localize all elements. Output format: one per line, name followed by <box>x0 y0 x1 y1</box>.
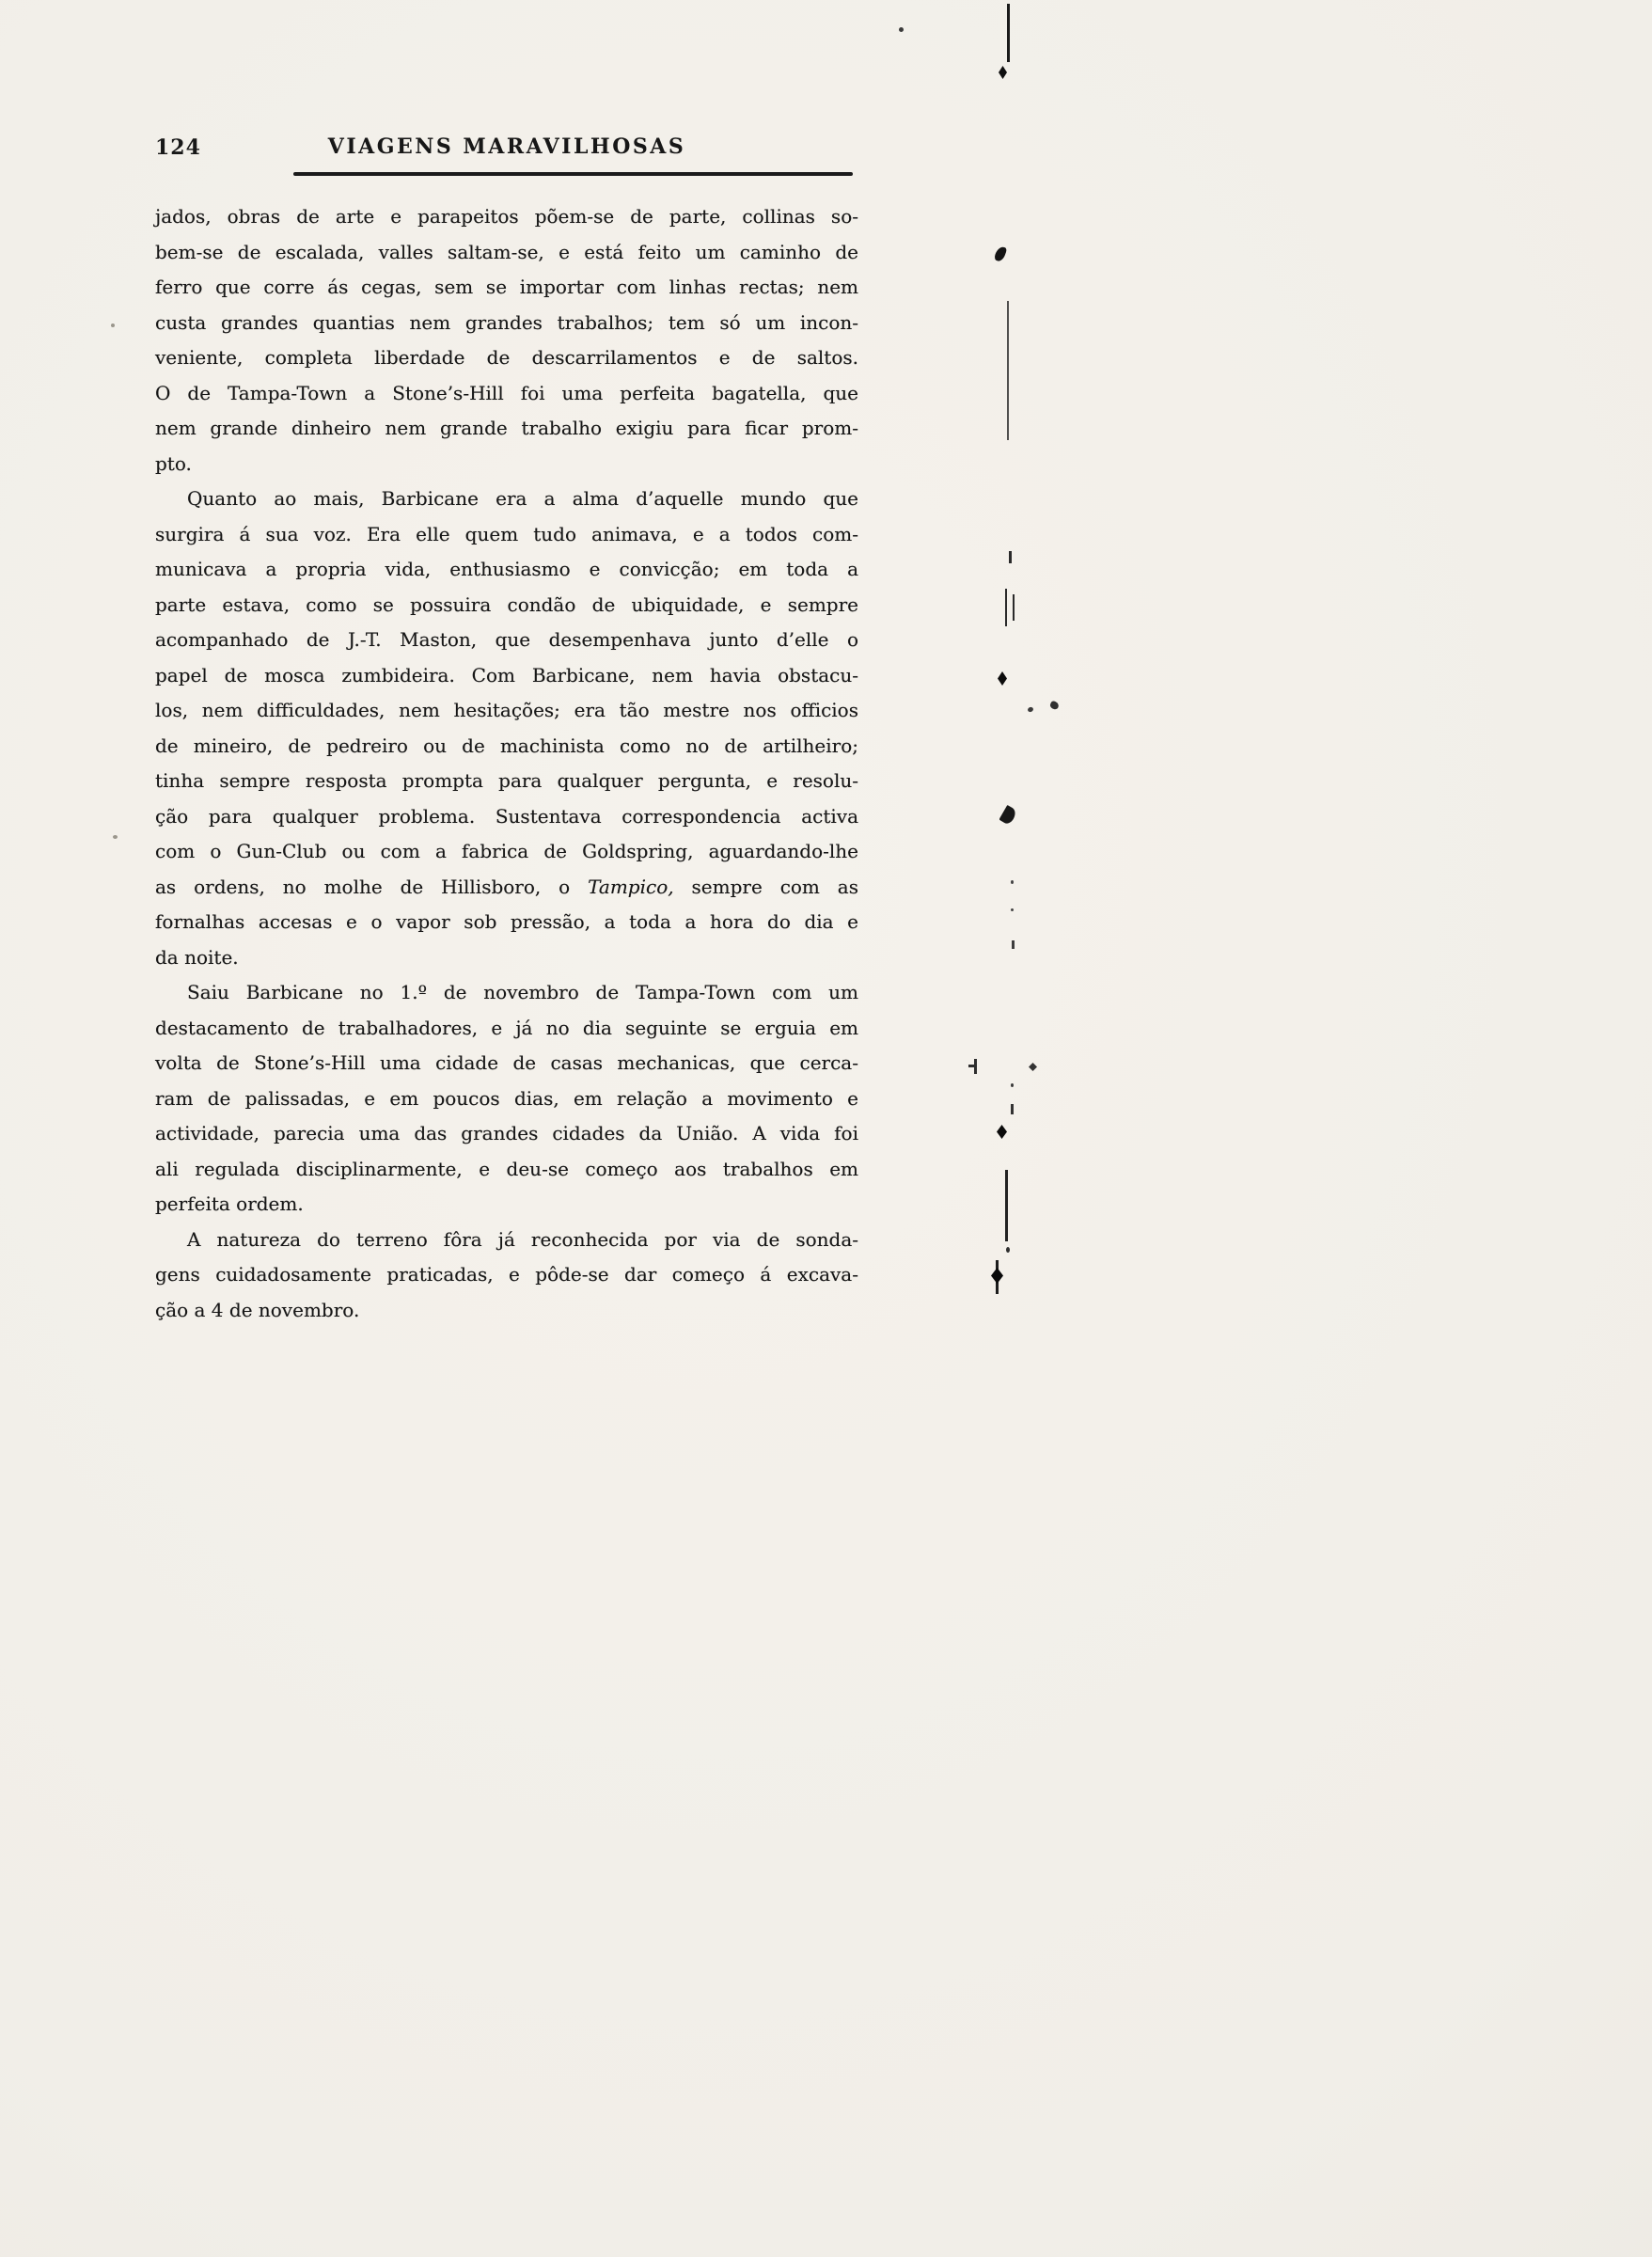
scan-ink-mark <box>1007 301 1009 440</box>
scan-ink-mark <box>1049 700 1061 710</box>
text-segment: perfeita ordem. <box>155 1192 304 1215</box>
text-segment: ali regulada disciplinarmente, e deu-se começo aos trabalhos em <box>155 1157 858 1180</box>
paragraph <box>155 481 858 975</box>
scan-ink-mark <box>999 66 1007 79</box>
text-line <box>155 199 858 235</box>
scan-ink-mark <box>1005 1170 1008 1241</box>
text-segment: Quanto ao mais, Barbicane era a alma d’aquelle mundo que <box>187 487 858 510</box>
text-segment: papel de mosca zumbideira. Com Barbicane, nem havia obstacu- <box>155 663 858 687</box>
scan-ink-mark <box>1009 551 1012 563</box>
scan-ink-mark <box>113 835 118 839</box>
text-line <box>155 834 858 870</box>
text-block <box>155 199 858 1328</box>
text-line <box>155 340 858 376</box>
scan-ink-mark <box>111 324 115 327</box>
text-line <box>155 306 858 341</box>
scan-ink-mark <box>974 1059 977 1074</box>
text-segment: de mineiro, de pedreiro ou de machinista como no de artilheiro; <box>155 734 858 757</box>
text-segment: bem-se de escalada, valles saltam-se, e está feito um caminho de <box>155 240 858 263</box>
scan-ink-mark <box>994 245 1008 262</box>
text-segment: actividade, parecia uma das grandes cidades da União. A vida foi <box>155 1122 858 1144</box>
text-segment: custa grandes quantias nem grandes trabalhos; tem só um incon- <box>155 310 858 334</box>
text-segment: municava a propria vida, enthusiasmo e convicção; em toda a <box>155 558 858 580</box>
text-line <box>155 1223 858 1258</box>
text-segment: ção a 4 de novembro. <box>155 1298 360 1321</box>
italic-text: Tampico, <box>588 875 674 898</box>
page-number: 124 <box>155 135 201 160</box>
text-line <box>155 799 858 835</box>
text-line <box>155 447 858 482</box>
text-line <box>155 623 858 658</box>
text-segment: ram de palissadas, e em poucos dias, em relação a movimento e <box>155 1086 858 1110</box>
text-segment: da noite. <box>155 945 239 969</box>
text-segment: acompanhado de J.-T. Maston, que desempenhava junto d’elle o <box>155 628 858 651</box>
text-segment: jados, obras de arte e parapeitos põem-se de parte, collinas so- <box>155 205 858 228</box>
text-segment: com o Gun-Club ou com a fabrica de Goldspring, aguardando-lhe <box>155 840 858 862</box>
text-segment: tinha sempre resposta prompta para qualquer pergunta, e resolu- <box>155 769 858 792</box>
text-segment: ção para qualquer problema. Sustentava correspondencia activa <box>155 804 858 828</box>
scan-ink-mark <box>1011 880 1014 884</box>
scan-ink-mark <box>1011 1083 1014 1087</box>
text-segment: destacamento de trabalhadores, e já no dia seguinte se erguia em <box>155 1016 858 1039</box>
text-segment: as ordens, no molhe de Hillisboro, o <box>155 875 589 898</box>
scan-ink-mark <box>1012 940 1015 949</box>
text-segment: sempre com as <box>673 875 858 898</box>
paragraph <box>155 199 858 481</box>
paragraph <box>155 1223 858 1329</box>
text-line <box>155 552 858 588</box>
scan-ink-mark <box>1011 908 1014 911</box>
text-line <box>155 975 858 1011</box>
text-segment: O de Tampa-Town a Stone’s-Hill foi uma perfeita bagatella, que <box>155 381 858 404</box>
text-segment: A natureza do terreno fôra já reconhecida por via de sonda- <box>187 1227 858 1251</box>
text-segment: ferro que corre ás cegas, sem se importar com linhas rectas; nem <box>155 276 858 298</box>
scan-ink-mark <box>996 1260 999 1294</box>
text-line <box>155 235 858 271</box>
text-line <box>155 1257 858 1293</box>
text-line <box>155 940 858 976</box>
scan-ink-mark <box>1011 1104 1014 1114</box>
paragraph <box>155 975 858 1223</box>
scan-ink-mark <box>1013 594 1015 621</box>
running-header: VIAGENS MARAVILHOSAS <box>327 134 686 159</box>
text-line <box>155 1011 858 1047</box>
text-line <box>155 658 858 694</box>
scan-ink-mark <box>899 27 904 32</box>
scan-ink-mark <box>1007 4 1010 62</box>
scan-ink-mark <box>968 1065 977 1067</box>
text-segment: los, nem difficuldades, nem hesitações; era tão mestre nos officios <box>155 699 858 721</box>
text-segment: gens cuidadosamente praticadas, e pôde-se dar começo á excava- <box>155 1263 858 1286</box>
text-line <box>155 693 858 729</box>
text-line <box>155 481 858 517</box>
scan-ink-mark <box>991 1268 1003 1284</box>
text-line <box>155 376 858 412</box>
header-rule <box>293 172 853 176</box>
text-line <box>155 411 858 447</box>
text-segment: fornalhas accesas e o vapor sob pressão, a toda a hora do dia e <box>155 910 858 933</box>
text-line <box>155 517 858 553</box>
text-line <box>155 764 858 799</box>
text-line <box>155 1046 858 1081</box>
text-segment: veniente, completa liberdade de descarrilamentos e de saltos. <box>155 346 858 369</box>
text-line <box>155 1187 858 1223</box>
text-segment: nem grande dinheiro nem grande trabalho exigiu para ficar prom- <box>155 417 858 439</box>
scan-ink-mark <box>998 671 1007 686</box>
text-line <box>155 270 858 306</box>
text-line <box>155 588 858 623</box>
text-line <box>155 729 858 765</box>
text-line <box>155 870 858 906</box>
scan-ink-mark <box>997 1125 1007 1139</box>
scan-ink-mark <box>1029 1063 1037 1071</box>
text-line <box>155 1116 858 1152</box>
scan-ink-mark <box>999 805 1017 826</box>
scan-ink-mark <box>1027 706 1033 713</box>
scan-ink-mark <box>1005 589 1007 626</box>
text-segment: volta de Stone’s-Hill uma cidade de casas mechanicas, que cerca- <box>155 1051 858 1074</box>
text-segment: parte estava, como se possuira condão de ubiquidade, e sempre <box>155 592 858 616</box>
text-segment: Saiu Barbicane no 1.º de novembro de Tampa-Town com um <box>187 981 858 1003</box>
text-line <box>155 1293 858 1329</box>
text-line <box>155 1081 858 1117</box>
text-line <box>155 1152 858 1188</box>
text-segment: surgira á sua voz. Era elle quem tudo animava, e a todos com- <box>155 522 858 545</box>
scan-ink-mark <box>1006 1247 1010 1253</box>
text-line <box>155 905 858 940</box>
text-segment: pto. <box>155 451 192 475</box>
